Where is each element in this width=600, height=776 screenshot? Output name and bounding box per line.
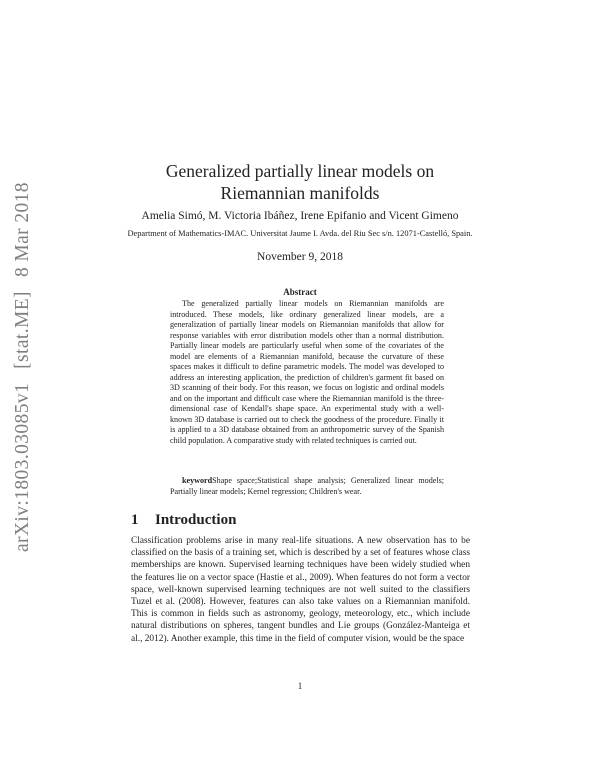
section-body: Classification problems arise in many real-life situations. A new observation has to be classified on the basis of a training set, which is described by a set of features whose class memberships are known. Supervised learning techniques have been widely studied when the features lie on a vector space (Hastie et al., 2009). When features do not form a vector space, well-known supervised learning techniques are not well suited to the classifiers Tuzel et al. (2008). However, features can also take values on a Riemannian manifold. This is common in fields such as astronomy, geology, meteorology, etc., which include natural distributions on spheres, tangent bundles and Lie groups (González-Manteiga et al., 2012). Another example, this time in the field of computer vision, would be the space: [131, 536, 470, 644]
section-number: 1: [131, 512, 139, 528]
title-line-1: Generalized partially linear models on: [165, 161, 435, 181]
title-line-2: Riemannian manifolds: [220, 183, 380, 203]
keywords-text: Shape space;Statistical shape analysis; Generalized linear models; Partially linear models; Kernel regression; Children's wear.: [170, 476, 444, 496]
section-title: Introduction: [155, 512, 237, 528]
arxiv-id: arXiv:1803.03085v1: [12, 382, 33, 552]
keywords-label: keyword: [182, 476, 213, 485]
section-heading: [131, 512, 236, 529]
paper-date: November 9, 2018: [257, 251, 343, 263]
keywords-paragraph: [170, 476, 444, 497]
arxiv-date: 8 Mar 2018: [12, 182, 33, 278]
page-number: 1: [297, 681, 303, 691]
arxiv-category: [stat.ME]: [12, 291, 33, 369]
arxiv-stamp: [12, 182, 34, 552]
abstract-text: The generalized partially linear models on Riemannian manifolds are introduced. These models, like ordinary generalized linear models, are a generalization of partially linear models on Riemannian manifolds that allow for response variables with error distribution models other than a normal distribution. Partially linear models are particularly useful when some of the covariates of the model are elements of a Riemannian manifold, because the curvature of these spaces makes it difficult to define parametric models. The model was developed to address an interesting application, the prediction of children's garment fit based on 3D scanning of their body. For this reason, we focus on logistic and ordinal models and on the important and difficult case where the Riemannian manifold is the three-dimensional case of Kendall's shape space. An experimental study with a well-known 3D database is carried out to check the goodness of the procedure. Finally it is applied to a 3D database obtained from an anthropometric survey of the Spanish child population. A comparative study with related techniques is carried out.: [170, 299, 444, 445]
affiliation: Department of Mathematics-IMAC. Universitat Jaume I. Avda. del Riu Sec s/n. 12071-Castelló, Spain.: [127, 229, 473, 238]
authors: Amelia Simó, M. Victoria Ibáñez, Irene Epifanio and Vicent Gimeno: [141, 210, 459, 222]
paper-title: [100, 160, 500, 204]
abstract-heading: Abstract: [283, 287, 317, 297]
